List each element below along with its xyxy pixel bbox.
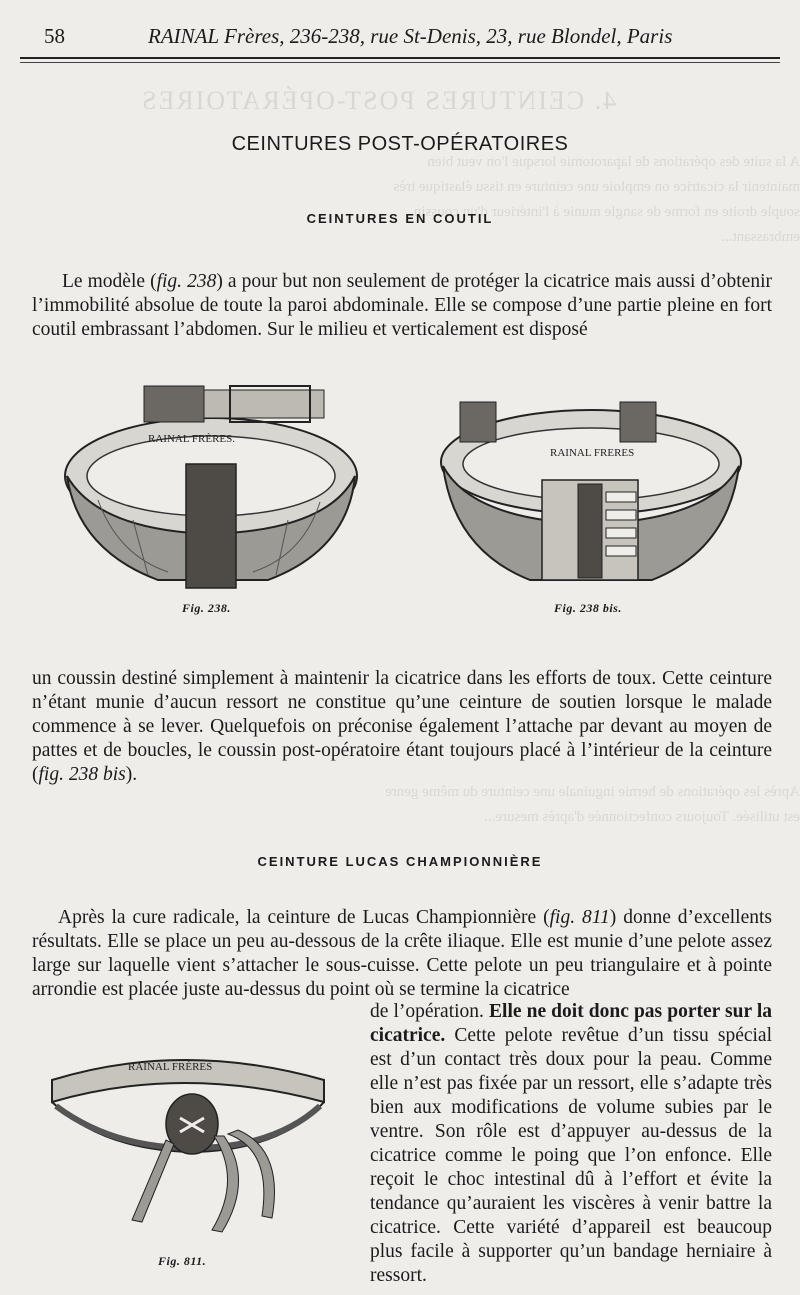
paragraph-1: Le modèle (fig. 238) a pour but non seulement de protéger la cicatrice mais aussi d’obtenir l’immobilité absolue de toute la paroi abdominale. Elle se compose d’une partie pleine en fort coutil embrassant l’abdomen. Sur le milieu et verticalement est disposé — [32, 271, 773, 340]
belt-stamp-text-bis: RAINAL FRERES — [550, 447, 635, 459]
belt-illustration-fig-811 — [42, 1040, 334, 1236]
fig-ref-811: fig. 811 — [549, 907, 610, 928]
running-title: RAINAL Frères, 236-238, rue St-Denis, 23, rue Blondel, Paris — [148, 24, 673, 48]
section-heading-lucas: CEINTURE LUCAS CHAMPIONNIÈRE — [257, 854, 543, 869]
fig-ref-238-bis: fig. 238 bis — [38, 764, 126, 785]
page-title: CEINTURES POST-OPÉRATOIRES — [231, 133, 569, 155]
belt-stamp-text-811: RAINAL FRÈRES — [128, 1061, 213, 1073]
belt-stamp-text: RAINAL FRÈRES. — [148, 433, 235, 445]
fig-ref-238: fig. 238 — [156, 271, 217, 292]
page-number: 58 — [44, 24, 65, 48]
bleed-through-title: 4. CEINTURES POST-OPÉRATOIRES — [140, 86, 617, 115]
belt-illustration-fig-238-bis — [430, 400, 752, 596]
section-heading-coutil: CEINTURES EN COUTIL — [306, 211, 494, 226]
bleed-through-text: A la suite des opérations de laparotomie lorsque l'on veut bien maintenir la cicatrice on emploie une ceinture en tissu élastique très souple droite en forme de sangle munie à l'intérieur d'un coussin embrassant... — [393, 154, 800, 245]
running-header — [20, 22, 780, 56]
bold-warning: Elle ne doit donc pas porter sur la cicatrice. — [370, 1001, 772, 1046]
paragraph-2: un coussin destiné simplement à maintenir la cicatrice dans les efforts de toux. Cette ceinture n’étant munie d’aucun ressort ne constitue qu’une ceinture de soutien lorsque le malade commence à se lever. Quelquefois on préconise également l’attache par devant au moyen de pattes et de boucles, le coussin post-opératoire étant toujours placé à l’intérieur de la ceinture (fig. 238 bis). — [32, 668, 772, 785]
paragraph-4: de l’opération. Elle ne doit donc pas porter sur la cicatrice. Cette pelote revêtue d’un tissu spécial est d’un contact très doux pour la peau. Comme elle n’est pas fixée par un ressort, elle s’adapte très bien aux modifications de volume subies par le ventre. Son rôle est d’appuyer au-dessus de la cicatrice comme le poing que l’on enfonce. Elle reçoit le choc intestinal dû à l’effort et évite la tendance qu’auraient les viscères à venir battre la cicatrice. Cette variété d’appareil est beaucoup plus facile à supporter qu’un bandage herniaire à ressort. — [370, 1001, 772, 1286]
caption-fig-238: Fig. 238. — [182, 601, 231, 615]
paragraph-3: Après la cure radicale, la ceinture de Lucas Championnière (fig. 811) donne d’excellents résultats. Elle se place un peu au-dessous de la crête iliaque. Elle est munie d’une pelote assez large sur laquelle vient s’attacher le sous-cuisse. Cette pelote un peu triangulaire et à pointe arrondie est placée juste au-dessus du point où se termine la cicatrice — [32, 907, 772, 1000]
header-rule-thin — [20, 62, 780, 63]
caption-fig-811: Fig. 811. — [158, 1254, 207, 1268]
caption-fig-238-bis: Fig. 238 bis. — [554, 601, 622, 615]
bleed-through-text-2: Après les opérations de hernie inguinale une ceinture du même genre est utilisée. Toujours confectionnée d'après mesure... — [385, 784, 800, 825]
belt-illustration-fig-238 — [58, 380, 364, 596]
header-rule — [20, 57, 780, 59]
